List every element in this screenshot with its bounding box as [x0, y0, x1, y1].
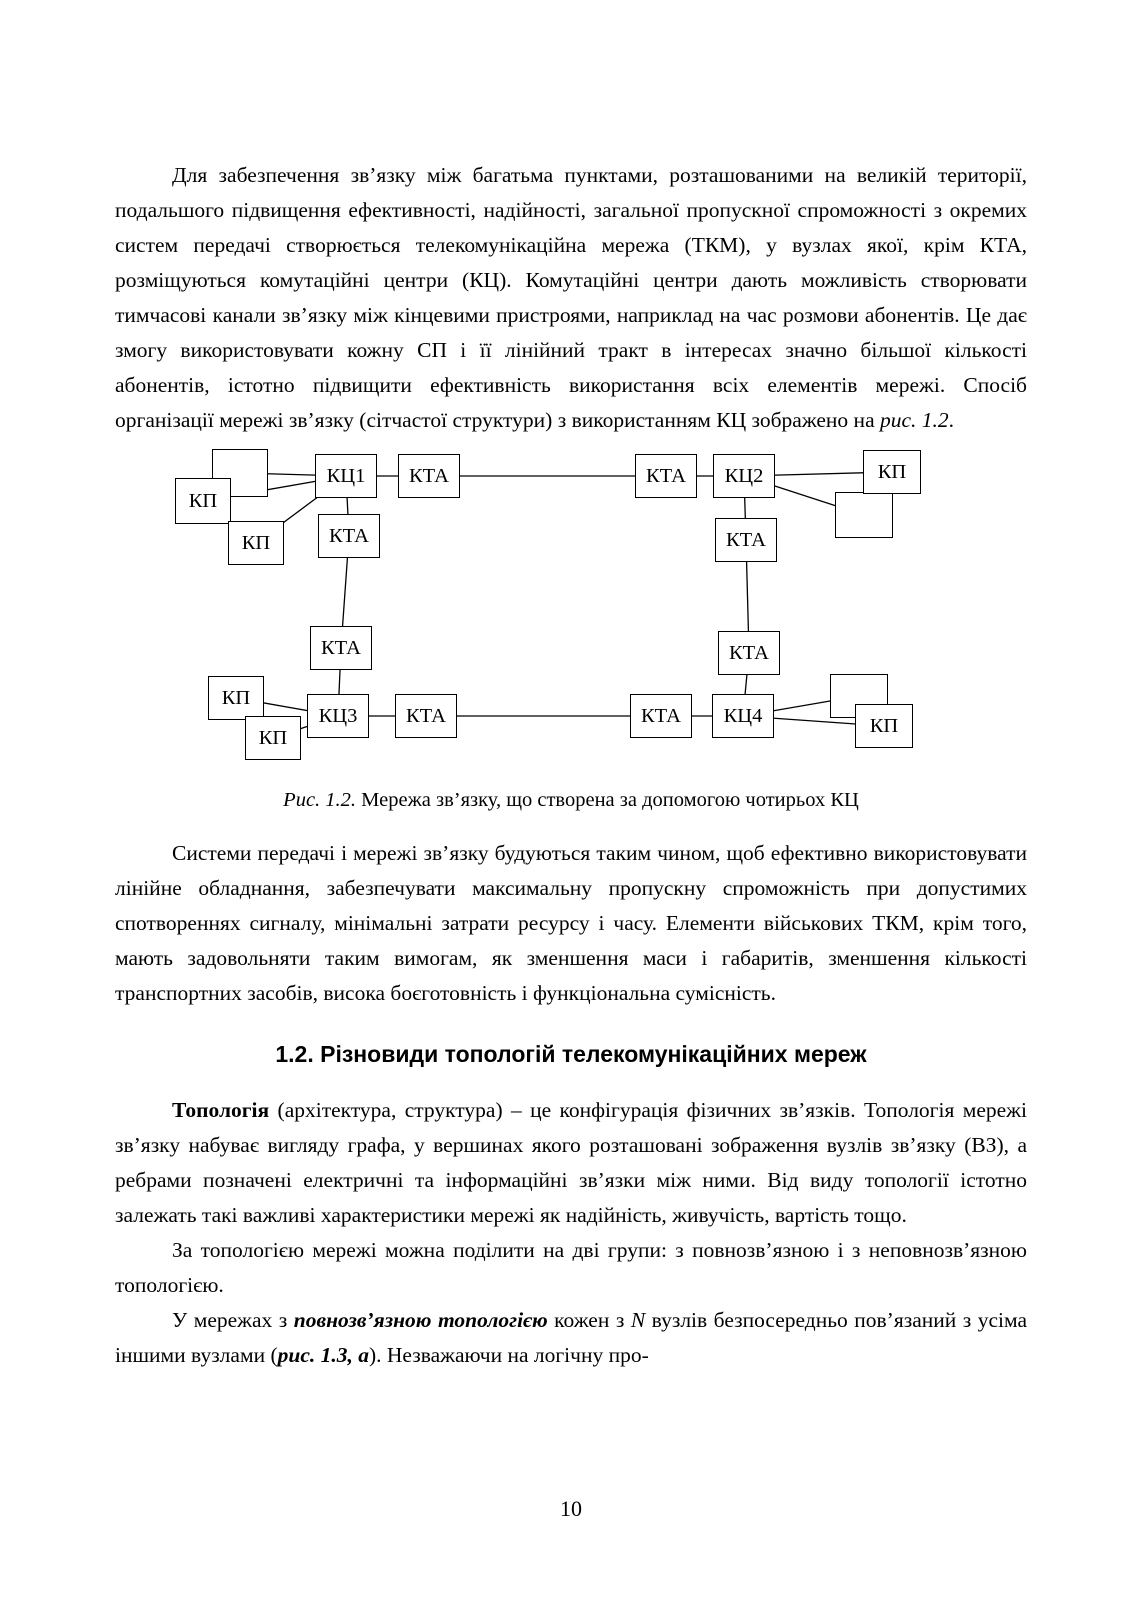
paragraph-groups: За топологією мережі можна поділити на дві групи: з повнозв’язною і з неповнозв’язною топологією. — [115, 1238, 1027, 1297]
diagram-node-tl-kp1: КП — [175, 478, 231, 524]
diagram-node-kc4: КЦ4 — [712, 694, 774, 738]
full-mesh-text-2: кожен з — [547, 1308, 631, 1332]
full-mesh-text-4: ). Незважаючи на логічну про- — [368, 1343, 649, 1367]
figure-caption-text: Мережа зв’язку, що створена за допомогою чотирьох КЦ — [356, 789, 859, 811]
full-mesh-text-3: вузлів безпосередньо пов’язаний з усіма іншими вузлами ( — [115, 1308, 1028, 1367]
full-mesh-term: повнозв’язною топологією — [293, 1308, 548, 1332]
diagram-node-kta-l-up: КТА — [318, 514, 380, 558]
paragraph-intro — [115, 158, 1027, 438]
paragraph-full-mesh — [115, 1303, 1027, 1373]
diagram-node-bl-kp1: КП — [208, 676, 264, 720]
n-variable: N — [630, 1308, 646, 1332]
diagram-node-kc2: КЦ2 — [713, 454, 775, 498]
diagram-node-kc1: КЦ1 — [315, 454, 377, 498]
diagram-node-br-kp: КП — [855, 704, 913, 748]
figure-1-3-reference: рис. 1.3, а — [277, 1343, 369, 1367]
paragraph-systems: Системи передачі і мережі зв’язку будуються таким чином, щоб ефективно використовувати лінійне обладнання, забезпечувати максимальну пропускну спроможність при допустимих спотвореннях сигналу, мінімальні затрати ресурсу і часу. Елементи військових ТКМ, крім того, мають задовольняти таким вимогам, як зменшення маси і габаритів, зменшення кількості транспортних засобів, висока боєготовність і функціональна сумісність. — [115, 841, 1027, 1005]
diagram-node-bl-kp2: КП — [245, 716, 301, 760]
figure-caption — [115, 786, 1027, 814]
paragraph-intro-end: . — [948, 408, 955, 432]
figure-1-2-reference: рис. 1.2 — [879, 408, 949, 432]
diagram-node-kta-b1: КТА — [395, 694, 457, 738]
diagram-node-kta-t2: КТА — [635, 454, 697, 498]
diagram-node-tl-kp2: КП — [228, 521, 284, 565]
topology-term: Топологія — [172, 1098, 270, 1122]
paragraph-intro-text: Для забезпечення зв’язку між багатьма пунктами, розташованими на великій території, подальшого підвищення ефективності, надійності, загальної пропускної спроможності з окремих систем передачі створюється телекомунікаційна мережа (ТКМ), у вузлах якої, крім КТА, розміщуються комутаційні центри (КЦ). Комутаційні центри дають можливість створювати тимчасові канали зв’язку між кінцевими пристроями, наприклад на час розмови абонентів. Це дає змогу використовувати кожну СП і її лінійний тракт в інтересах значно більшої кількості абонентів, істотно підвищити ефективність використання всіх елементів мережі. Спосіб організації мережі зв’язку (сітчастої структури) з використанням КЦ зображено на — [115, 163, 1027, 432]
diagram-node-kta-b2: КТА — [630, 694, 692, 738]
paragraph-topology — [115, 1093, 1027, 1233]
diagram-node-tr-kp: КП — [863, 450, 921, 494]
diagram-node-tr-blank — [835, 492, 893, 538]
paragraph-topology-text: (архітектура, структура) – це конфігурація фізичних зв’язків. Топологія мережі зв’язку набуває вигляду графа, у вершинах якого розташовані зображення вузлів зв’язку (ВЗ), а ребрами позначені електричні та інформаційні зв’язки між ними. Від виду топології істотно залежать такі важливі характеристики мережі як надійність, живучість, вартість тощо. — [115, 1098, 1027, 1227]
full-mesh-text-1: У мережах з — [172, 1308, 294, 1332]
diagram-node-kta-l-low: КТА — [310, 626, 372, 670]
figure-caption-label: Рис. 1.2. — [283, 789, 357, 811]
figure-network-diagram — [115, 444, 945, 774]
page-number: 10 — [560, 1496, 582, 1521]
diagram-node-kta-r-up: КТА — [715, 518, 777, 562]
section-heading-1-2: 1.2. Різновиди топологій телекомунікаційних мереж — [275, 1041, 867, 1067]
diagram-node-kta-r-low: КТА — [718, 631, 780, 675]
diagram-node-kc3: КЦ3 — [307, 694, 369, 738]
diagram-node-kta-t1: КТА — [398, 454, 460, 498]
